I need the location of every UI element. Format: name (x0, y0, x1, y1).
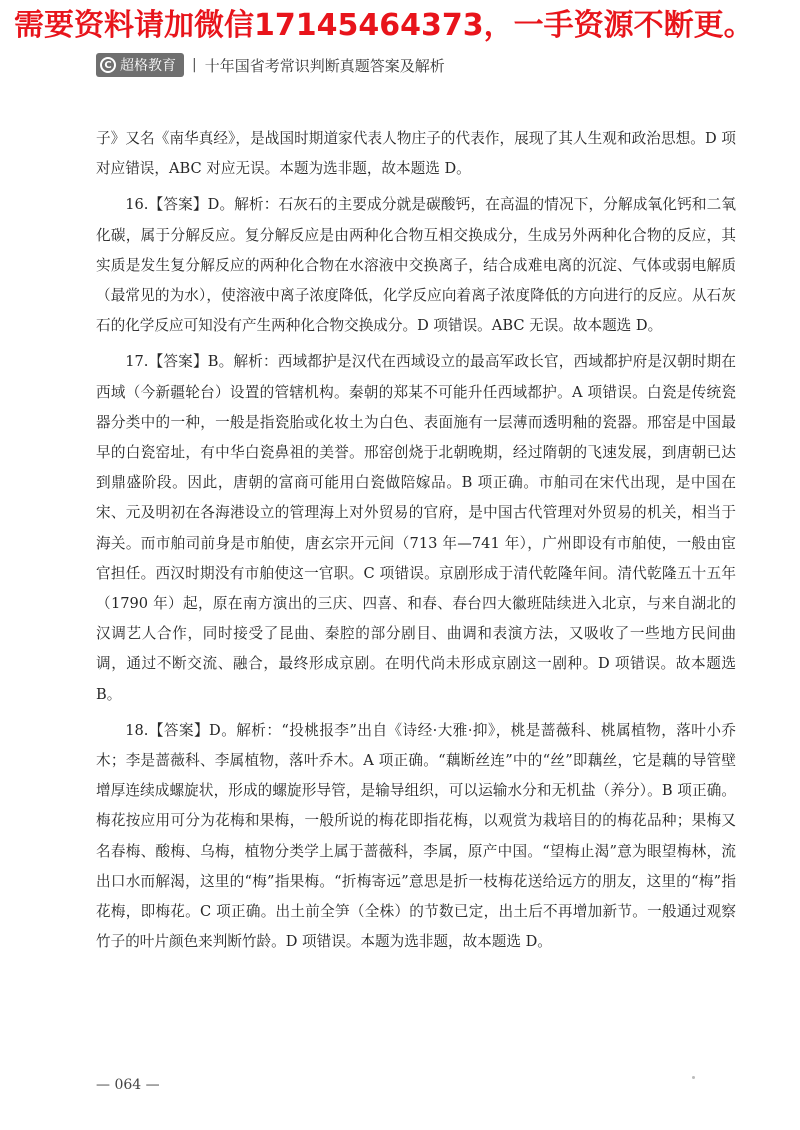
paragraph-continued: 子》又名《南华真经》，是战国时期道家代表人物庄子的代表作，展现了其人生观和政治思想。D 项对应错误，ABC 对应无误。本题为选非题，故本题选 D。 (96, 130, 736, 178)
answer-17: 17.【答案】B。解析：西域都护是汉代在西域设立的最高军政长官，西域都护府是汉朝时期在西域（今新疆轮台）设置的管辖机构。秦朝的郑某不可能升任西域都护。A 项错误。白瓷是传统瓷器分类中的一种，一般是指瓷胎或化妆土为白色、表面施有一层薄而透明釉的瓷器。邢窑是中国最早的白瓷窑址，有中华白瓷鼻祖的美誉。邢窑创烧于北朝晚期，经过隋朝的飞速发展，到唐朝已达到鼎盛阶段。因此，唐朝的富商可能用白瓷做陪嫁品。B 项正确。市舶司在宋代出现，是中国在宋、元及明初在各海港设立的管理海上对外贸易的官府，是中国古代管理对外贸易的机关，相当于海关。而市舶司前身是市舶使，唐玄宗开元间（713 年—741 年），广州即设有市舶使，一般由宦官担任。西汉时期没有市舶使这一官职。C 项错误。京剧形成于清代乾隆年间。清代乾隆五十五年（1790 年）起，原在南方演出的三庆、四喜、和春、春台四大徽班陆续进入北京，与来自湖北的汉调艺人合作，同时接受了昆曲、秦腔的部分剧目、曲调和表演方法，又吸收了一些地方民间曲调，通过不断交流、融合，最终形成京剧。在明代尚未形成京剧这一剧种。D 项错误。故本题选 B。 (96, 353, 736, 703)
logo-icon: C (100, 57, 116, 73)
book-title: 十年国省考常识判断真题答案及解析 (204, 56, 445, 75)
answer-explanations (96, 124, 736, 963)
promo-banner: 需要资料请加微信17145464373，一手资源不断更。 (14, 8, 754, 43)
scan-speck (692, 1076, 695, 1079)
page-header (96, 50, 445, 80)
page-number: — 064 — (96, 1077, 160, 1093)
publisher-logo (96, 53, 184, 77)
answer-16: 16.【答案】D。解析：石灰石的主要成分就是碳酸钙，在高温的情况下，分解成氧化钙和二氧化碳，属于分解反应。复分解反应是由两种化合物互相交换成分，生成另外两种化合物的反应，其实质是发生复分解反应的两种化合物在水溶液中交换离子，结合成难电离的沉淀、气体或弱电解质（最常见的为水），使溶液中离子浓度降低，化学反应向着离子浓度降低的方向进行的反应。从石灰石的化学反应可知没有产生两种化合物交换成分。D 项错误。ABC 无误。故本题选 D。 (96, 196, 736, 335)
header-divider: | (192, 57, 197, 73)
answer-18: 18.【答案】D。解析：“投桃报李”出自《诗经·大雅·抑》，桃是蔷薇科、桃属植物，落叶小乔木；李是蔷薇科、李属植物，落叶乔木。A 项正确。“藕断丝连”中的“丝”即藕丝，它是藕的导管壁增厚连续成螺旋状，形成的螺旋形导管，是输导组织，可以运输水分和无机盐（养分）。B 项正确。梅花按应用可分为花梅和果梅，一般所说的梅花即指花梅，以观赏为栽培目的的梅花品种；果梅又名春梅、酸梅、乌梅，植物分类学上属于蔷薇科，李属，原产中国。“望梅止渴”意为眼望梅林，流出口水而解渴，这里的“梅”指果梅。“折梅寄远”意思是折一枝梅花送给远方的朋友，这里的“梅”指花梅，即梅花。C 项正确。出土前全笋（全株）的节数已定，出土后不再增加新节。一般通过观察竹子的叶片颜色来判断竹龄。D 项错误。本题为选非题，故本题选 D。 (96, 721, 736, 951)
logo-text: 超格教育 (120, 58, 176, 74)
